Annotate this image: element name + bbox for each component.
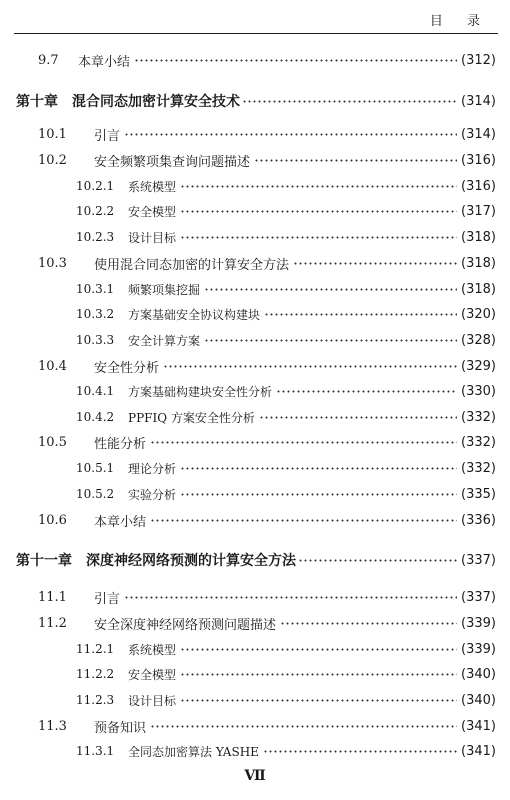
- entry-page: (332): [461, 460, 496, 476]
- entry-number: 10.2.2: [76, 204, 115, 218]
- entry-page: (335): [461, 486, 496, 502]
- dot-leader: [150, 725, 457, 728]
- entry-number: 10.5: [38, 434, 67, 450]
- entry-number: 第十一章: [16, 553, 72, 569]
- entry-title: PPFIQ 方案安全性分析: [128, 410, 255, 425]
- entry-page: (317): [461, 203, 496, 219]
- toc-entry: [38, 510, 496, 530]
- toc-entry: [76, 330, 496, 350]
- entry-title: 预备知识: [94, 720, 147, 736]
- toc-entry: [76, 639, 496, 659]
- dot-leader: [259, 416, 457, 419]
- entry-title: 方案基础安全协议构建块: [128, 307, 261, 322]
- dot-leader: [180, 236, 457, 239]
- toc-chapter-entry: [16, 91, 496, 111]
- dot-leader: [263, 750, 457, 753]
- entry-page: (316): [461, 178, 496, 194]
- entry-number: 11.2: [38, 615, 67, 631]
- toc-entry: [38, 432, 496, 452]
- entry-title: 安全深度神经网络预测问题描述: [94, 617, 277, 633]
- entry-page: (329): [461, 358, 496, 374]
- entry-title: 安全频繁项集查询问题描述: [94, 154, 251, 170]
- entry-title: 设计目标: [128, 693, 177, 708]
- toc-entry: [76, 664, 496, 684]
- dot-leader: [180, 467, 457, 470]
- entry-title: 频繁项集挖掘: [128, 282, 201, 297]
- entry-number: 11.3.1: [76, 744, 115, 758]
- entry-number: 10.6: [38, 512, 67, 528]
- entry-title: 全同态加密算法 YASHE: [128, 744, 259, 759]
- header-title: 目 录: [429, 14, 490, 29]
- entry-title: 引言: [94, 591, 121, 607]
- entry-page: (318): [461, 229, 496, 245]
- entry-number: 11.2.2: [76, 667, 115, 681]
- entry-number: 10.2: [38, 152, 67, 168]
- entry-number: 10.4.2: [76, 410, 115, 424]
- entry-number: 10.3.3: [76, 333, 115, 347]
- entry-page: (332): [461, 434, 496, 450]
- entry-number: 10.1: [38, 126, 67, 142]
- dot-leader: [280, 622, 457, 625]
- entry-number: 10.4: [38, 358, 67, 374]
- entry-title: 本章小结: [94, 514, 147, 530]
- toc-entry: [38, 253, 496, 273]
- toc-entry: [38, 716, 496, 736]
- toc-entry: [38, 150, 496, 170]
- entry-number: 11.2.1: [76, 642, 115, 656]
- toc-entry: [38, 50, 496, 70]
- dot-leader: [204, 288, 457, 291]
- entry-title: 系统模型: [128, 179, 177, 194]
- entry-number: 11.3: [38, 718, 67, 734]
- toc-entry: [76, 484, 496, 504]
- entry-title: 引言: [94, 128, 121, 144]
- entry-title: 本章小结: [78, 54, 131, 70]
- toc-entry: [76, 407, 496, 427]
- entry-title: 设计目标: [128, 230, 177, 245]
- entry-page: (340): [461, 692, 496, 708]
- entry-number: 11.1: [38, 589, 67, 605]
- entry-page: (337): [461, 552, 496, 568]
- toc-entry: [38, 356, 496, 376]
- toc-entry: [76, 458, 496, 478]
- toc-entry: [38, 613, 496, 633]
- dot-leader: [180, 673, 457, 676]
- entry-number: 10.2.3: [76, 230, 115, 244]
- entry-number: 10.5.1: [76, 461, 115, 475]
- dot-leader: [264, 313, 457, 316]
- entry-title: 实验分析: [128, 487, 177, 502]
- dot-leader: [180, 185, 457, 188]
- entry-page: (314): [461, 126, 496, 142]
- toc-entry: [76, 741, 496, 761]
- entry-page: (320): [461, 306, 496, 322]
- dot-leader: [150, 519, 457, 522]
- dot-leader: [180, 699, 457, 702]
- entry-title: 系统模型: [128, 642, 177, 657]
- entry-page: (314): [461, 93, 496, 109]
- entry-page: (341): [461, 718, 496, 734]
- dot-leader: [163, 365, 457, 368]
- entry-page: (312): [461, 52, 496, 68]
- entry-number: 10.3: [38, 255, 67, 271]
- entry-number: 11.2.3: [76, 693, 115, 707]
- entry-title: 安全模型: [128, 667, 177, 682]
- dot-leader: [276, 390, 457, 393]
- dot-leader: [124, 133, 457, 136]
- entry-page: (330): [461, 383, 496, 399]
- entry-title: 安全性分析: [94, 360, 160, 376]
- entry-page: (328): [461, 332, 496, 348]
- dot-leader: [242, 100, 457, 103]
- toc-chapter-entry: [16, 550, 496, 570]
- toc-entry: [76, 279, 496, 299]
- dot-leader: [180, 210, 457, 213]
- entry-number: 第十章: [16, 94, 58, 110]
- toc-entry: [38, 124, 496, 144]
- dot-leader: [134, 59, 457, 62]
- page-number: Ⅶ: [244, 768, 266, 784]
- toc-entry: [76, 304, 496, 324]
- dot-leader: [150, 441, 457, 444]
- dot-leader: [254, 159, 457, 162]
- toc-entry: [76, 176, 496, 196]
- entry-number: 10.3.1: [76, 282, 115, 296]
- entry-number: 9.7: [38, 52, 59, 68]
- entry-number: 10.5.2: [76, 487, 115, 501]
- toc-entry: [76, 690, 496, 710]
- entry-page: (318): [461, 281, 496, 297]
- entry-page: (316): [461, 152, 496, 168]
- entry-title: 安全计算方案: [128, 333, 201, 348]
- entry-page: (339): [461, 615, 496, 631]
- toc-entry: [76, 227, 496, 247]
- entry-title: 性能分析: [94, 436, 147, 452]
- dot-leader: [124, 596, 457, 599]
- entry-page: (340): [461, 666, 496, 682]
- dot-leader: [298, 559, 457, 562]
- dot-leader: [180, 493, 457, 496]
- entry-page: (332): [461, 409, 496, 425]
- dot-leader: [293, 262, 457, 265]
- entry-title: 方案基础构建块安全性分析: [128, 384, 273, 399]
- entry-title: 使用混合同态加密的计算安全方法: [94, 257, 290, 273]
- entry-title: 安全模型: [128, 204, 177, 219]
- entry-number: 10.4.1: [76, 384, 115, 398]
- entry-page: (337): [461, 589, 496, 605]
- entry-title: 混合同态加密计算安全技术: [72, 94, 240, 110]
- entry-page: (339): [461, 641, 496, 657]
- dot-leader: [204, 339, 457, 342]
- entry-page: (336): [461, 512, 496, 528]
- entry-page: (318): [461, 255, 496, 271]
- entry-title: 理论分析: [128, 461, 177, 476]
- entry-page: (341): [461, 743, 496, 759]
- toc-entry: [76, 201, 496, 221]
- entry-number: 10.2.1: [76, 179, 115, 193]
- toc-entry: [76, 381, 496, 401]
- entry-title: 深度神经网络预测的计算安全方法: [86, 553, 296, 569]
- dot-leader: [180, 648, 457, 651]
- entry-number: 10.3.2: [76, 307, 115, 321]
- toc-entry: [38, 587, 496, 607]
